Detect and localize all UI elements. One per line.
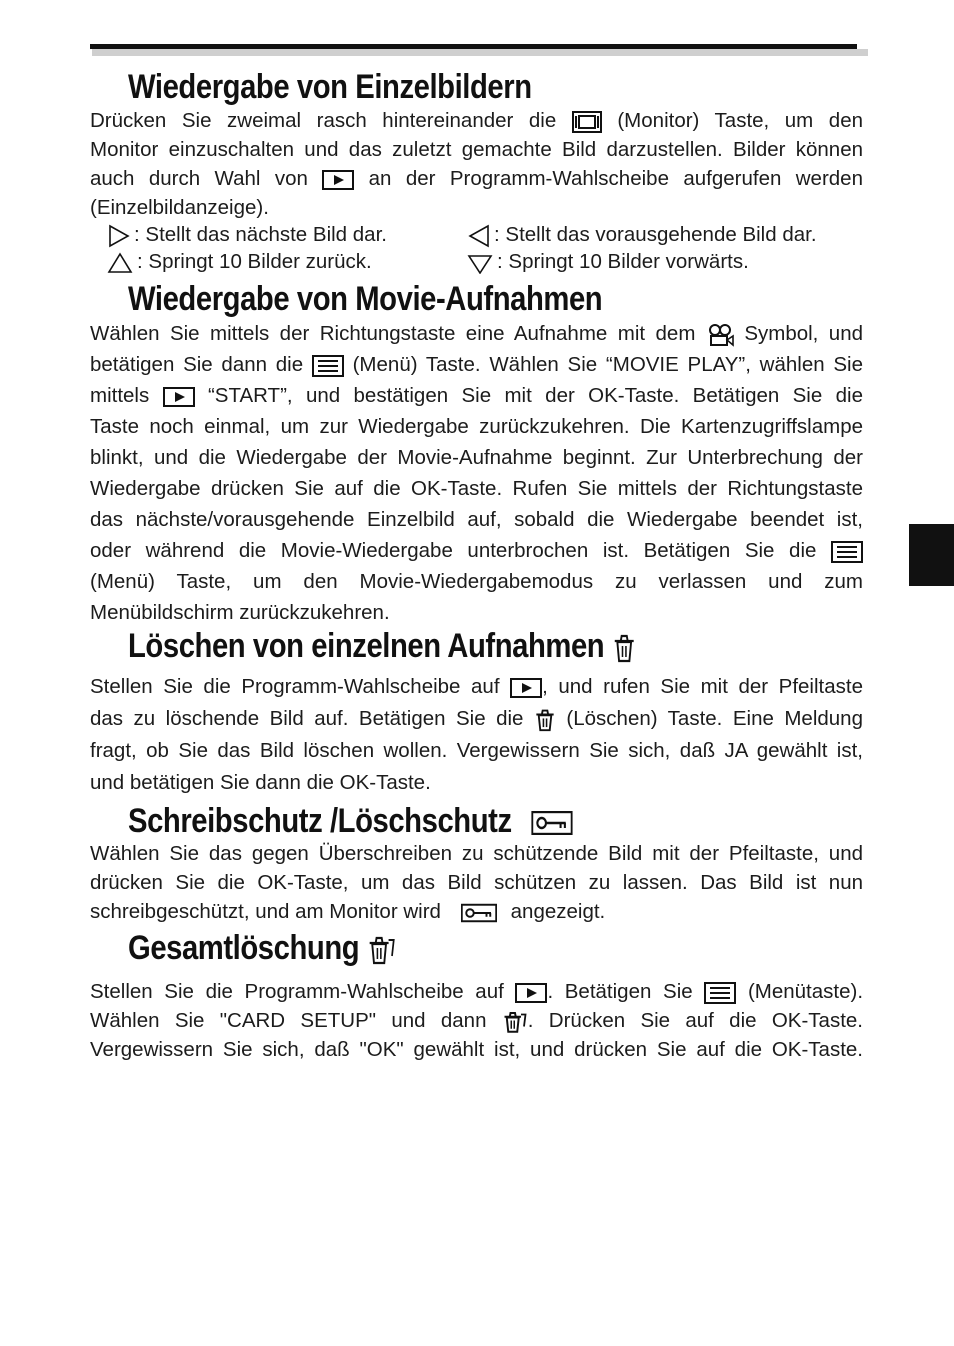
trash-icon [612, 632, 636, 664]
text-line: Wiedergabe drücken Sie auf die OK-Taste. Rufen Sie mittels der Richtungstaste [90, 477, 863, 500]
trash-all-icon [502, 1010, 528, 1034]
protect-key-icon [461, 903, 497, 923]
heading-schreibschutz-row [128, 801, 573, 841]
movie-icon [706, 323, 734, 347]
text-line: (Einzelbildanzeige). [90, 196, 269, 219]
text-line: Menübildschirm zurückzukehren. [90, 601, 390, 624]
text-line: oder während die Movie-Wiedergabe unterbrochen ist. Betätigen Sie die [90, 535, 863, 566]
play-mode-icon [163, 387, 195, 407]
text-line: Vergewissern Sie sich, daß "OK" gewählt ist, und drücken Sie auf die OK-Taste. [90, 1038, 863, 1061]
heading-loeschen-einzeln: Löschen von einzelnen Aufnahmen [128, 627, 605, 665]
nav-fwd10-row: : Springt 10 Bilder vorwärts. [467, 249, 749, 275]
text-line: (Menü) Taste, um den Movie-Wiedergabemodus zu verlassen und zum [90, 570, 863, 593]
heading-wiedergabe-movie: Wiedergabe von Movie-Aufnahmen [128, 280, 603, 318]
text-line: das nächste/vorausgehende Einzelbild auf, sobald die Wiedergabe beendet ist, [90, 508, 863, 531]
text-line: Monitor einzuschalten und das zuletzt gemachte Bild darzustellen. Bilder können [90, 138, 863, 161]
text-line: Drücken Sie zweimal rasch hintereinander die (Monitor) Taste, um den [90, 109, 863, 132]
text-line: Wählen Sie "CARD SETUP" und dann . Drücken Sie auf die OK-Taste. [90, 1009, 863, 1032]
play-mode-icon [515, 983, 547, 1003]
paragraph-einzelbilder [90, 106, 863, 222]
protect-key-icon [531, 811, 572, 835]
text-line: Taste noch einmal, um zur Wiedergabe zurückzukehren. Die Kartenzugriffslampe [90, 415, 863, 438]
text-line: drücken Sie die OK-Taste, um das Bild schützen zu lassen. Das Bild ist nun [90, 871, 863, 894]
paragraph-movie [90, 318, 863, 628]
text-line: das zu löschende Bild auf. Betätigen Sie die (Löschen) Taste. Eine Meldung [90, 703, 863, 735]
menu-button-icon [704, 982, 736, 1004]
text-line: fragt, ob Sie das Bild löschen wollen. Vergewissern Sie sich, daß JA gewählt ist, [90, 739, 863, 762]
chapter-tab [909, 524, 954, 586]
heading-loeschen-row [128, 626, 636, 666]
paragraph-loeschen [90, 671, 863, 799]
text-line: Wählen Sie das gegen Überschreiben zu schützende Bild mit der Pfeiltaste, und [90, 842, 863, 865]
arrow-down-icon [467, 252, 493, 274]
heading-schreibschutz: Schreibschutz /Löschschutz [128, 802, 512, 840]
text-line: auch durch Wahl von an der Programm-Wahlscheibe aufgerufen werden [90, 167, 863, 190]
paragraph-schreibschutz [90, 839, 863, 926]
menu-button-icon [831, 541, 863, 563]
paragraph-gesamtloeschung [90, 977, 863, 1064]
menu-button-icon [312, 355, 344, 377]
heading-gesamtloeschung-row [128, 928, 396, 968]
nav-back10-row: : Springt 10 Bilder zurück. [107, 249, 372, 275]
trash-all-icon [367, 934, 396, 966]
play-mode-icon [322, 170, 354, 190]
text-line: betätigen Sie dann die (Menü) Taste. Wählen Sie “MOVIE PLAY”, wählen Sie [90, 353, 864, 376]
nav-prev-row: : Stellt das vorausgehende Bild dar. [468, 222, 817, 248]
arrow-up-icon [107, 252, 133, 274]
arrow-right-icon [108, 224, 130, 248]
text-line: blinkt, und die Wiedergabe der Movie-Aufnahme beginnt. Zur Unterbrechung der [90, 446, 863, 469]
monitor-button-icon [572, 111, 602, 133]
heading-gesamtloeschung: Gesamtlöschung [128, 929, 360, 967]
arrow-left-icon [468, 224, 490, 248]
text-line: mittels “START”, und bestätigen Sie mit der OK-Taste. Betätigen Sie die [90, 384, 863, 407]
play-mode-icon [510, 678, 542, 698]
top-rule-shadow [92, 49, 868, 56]
nav-next-row: : Stellt das nächste Bild dar. [108, 222, 387, 248]
text-line: Stellen Sie die Programm-Wahlscheibe auf , und rufen Sie mit der Pfeiltaste [90, 675, 863, 698]
trash-icon [534, 707, 556, 733]
heading-wiedergabe-einzelbilder: Wiedergabe von Einzelbildern [128, 68, 532, 106]
text-line: Wählen Sie mittels der Richtungstaste eine Aufnahme mit dem Symbol, und [90, 322, 864, 345]
text-line: und betätigen Sie dann die OK-Taste. [90, 771, 431, 794]
text-line: Stellen Sie die Programm-Wahlscheibe auf . Betätigen Sie (Menütaste). [90, 980, 864, 1003]
text-line: schreibgeschützt, und am Monitor wird angezeigt. [90, 900, 606, 923]
